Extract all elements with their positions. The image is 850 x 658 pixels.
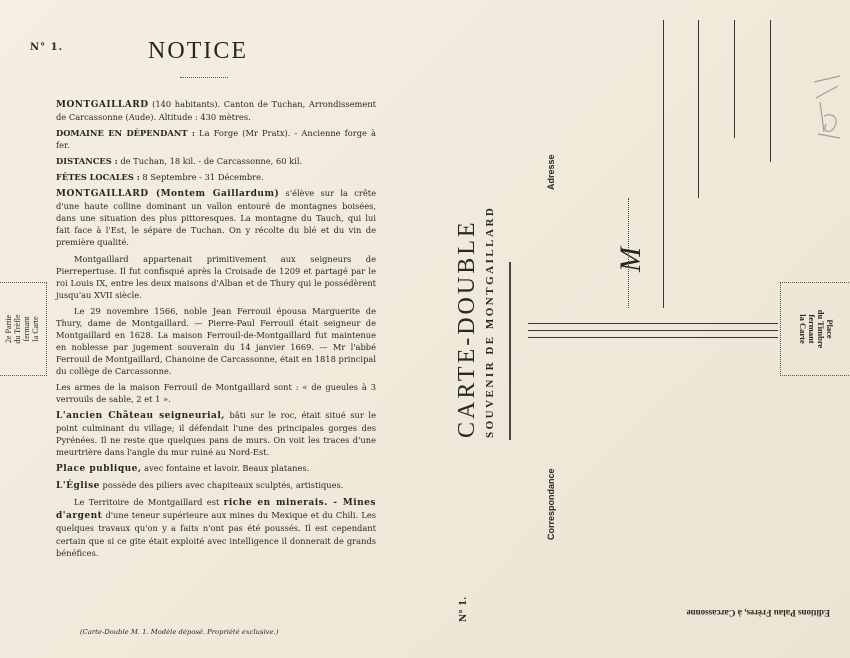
domaine-label: DOMAINE EN DÉPENDANT : (56, 128, 195, 139)
address-line (628, 198, 629, 308)
fetes-label: FÊTES LOCALES : (56, 172, 140, 183)
minerais-text: d'une teneur supérieure aux mines du Mexique et du Chili. Les quelques travaux qu'on y a faits n'ont pas été poussés. Il est cependant certain que si ce gite était exploité avec intelligence il donnerait de grands bénéfices. (56, 510, 376, 558)
title-underline (180, 77, 228, 78)
left-tab-line: la Carte (31, 316, 40, 342)
correspondance-label: Correspondance (546, 468, 556, 540)
left-tab-line: fermant (22, 316, 31, 342)
right-tab-line: fermant (807, 314, 817, 344)
place-text: avec fontaine et lavoir. Beaux platanes. (141, 463, 310, 474)
domaine-text: La Forge (Mr Pratx). - Ancienne forge à fer. (56, 128, 376, 151)
mines-head: - Mines d'argent (56, 498, 376, 522)
notice-title: NOTICE (148, 38, 248, 64)
paragraph-chateau (56, 409, 376, 458)
minerais-intro: Le Territoire de Montgaillard est (74, 497, 224, 508)
publisher-credit: Editions Palau Frères, à Carcassonne (686, 608, 830, 618)
paragraph-place (56, 462, 376, 475)
commune-info: (140 habitants). Canton de Tuchan, Arrondissement de Carcassonne (Aude). Altitude : 430 mètres. (56, 99, 376, 123)
place-head: Place publique, (56, 464, 142, 475)
address-line (770, 20, 771, 162)
separator-line (528, 337, 778, 338)
left-tab-line: du Trèfle (13, 314, 22, 344)
pencil-mark-icon (810, 72, 846, 142)
right-tab-line: Place (825, 319, 835, 339)
souvenir-subtitle: SOUVENIR DE MONTGAILLARD (484, 205, 496, 438)
carte-double-title: CARTE-DOUBLE (454, 219, 480, 438)
situation-text: s'élève sur la crête d'une haute colline dominant un vallon entouré de montagnes boisées, dans une situation des plus pittoresques. La montagne du Tauch, qui lui fait face à l'Est, le sépare de Tuchan. On y récolte du blé et du vin de première qualité. (56, 188, 376, 248)
paragraph-armes: Les armes de la maison Ferrouil de Montgaillard sont : « de gueules à 3 verrouils de sable, 2 et 1 ». (56, 381, 376, 405)
paragraph-distances (56, 155, 376, 167)
commune-name: MONTGAILLARD (56, 100, 149, 110)
paragraph-ferrouil: Le 29 novembre 1566, noble Jean Ferrouil épousa Marguerite de Thury, dame de Montgaillard. — Pierre-Paul Ferrouil était seigneur de Montgaillard en 1628. La maison Ferrouil-de-Montgaillard fut maintenue en noblesse par jugement souverain du 14 janvier 1669. — Mr l'abbé Ferrouil de Montgaillard, Chanoine de Carcassonne, était en 1818 principal du collège de Carcassonne. (56, 305, 376, 376)
eglise-head: L'Église (56, 481, 100, 492)
minerais-head: riche en minerais. (223, 498, 328, 509)
paragraph-history: Montgaillard appartenait primitivement aux seigneurs de Pierrepertuse. Il fut confisqué après la Croisade de 1209 et partagé par le roi Louis IX, entre les deux maisons d'Alban et de Thury qui le possédèrent jusqu'au XVII siècle. (56, 253, 376, 300)
page-number-left: N° 1. (30, 42, 64, 53)
paragraph-commune (56, 98, 376, 123)
address-line (663, 20, 664, 308)
address-line (698, 20, 699, 198)
separator-line (528, 323, 778, 324)
addressee-prefix: M (614, 247, 647, 272)
left-fold-tab (0, 282, 47, 376)
notice-body (56, 98, 376, 563)
stamp-place-tab (780, 282, 850, 376)
adresse-label: Adresse (546, 154, 556, 190)
paragraph-domaine (56, 127, 376, 151)
fetes-text: 8 Septembre - 31 Décembre. (139, 172, 264, 183)
paragraph-situation (56, 187, 376, 248)
eglise-text: possède des piliers avec chapiteaux sculptés, artistiques. (99, 480, 344, 491)
separator-line (528, 330, 778, 331)
right-tab-line: du Timbre (816, 309, 826, 349)
chateau-text: bâti sur le roc, était situé sur le point culminant du village; il défendait l'une des principales gorges des Pyrénées. Il ne reste que quelques pans de murs. On voit les traces d'une meurtrière dans l'angle du mur ruiné au Nord-Est. (56, 410, 376, 458)
footer-copyright: (Carte-Double M. 1. Modèle déposé. Propriété exclusive.) (80, 628, 279, 636)
paragraph-minerais (56, 496, 376, 558)
left-tab-line: 2e Partie (4, 314, 13, 344)
paragraph-fetes (56, 171, 376, 183)
page-number-right: N° 1. (459, 596, 469, 622)
distances-text: de Tuchan, 18 kil. - de Carcassonne, 60 kil. (117, 156, 303, 167)
chateau-head: L'ancien Château seigneurial, (56, 411, 225, 422)
address-line (734, 20, 735, 138)
left-tab-text (4, 314, 40, 343)
right-tab-text (798, 310, 834, 349)
situation-head: MONTGAILLARD (Montem Gaillardum) (56, 189, 280, 200)
paragraph-eglise (56, 479, 376, 492)
title-divider (509, 262, 511, 440)
right-tab-line: la Carte (798, 314, 808, 344)
distances-label: DISTANCES : (56, 156, 118, 167)
